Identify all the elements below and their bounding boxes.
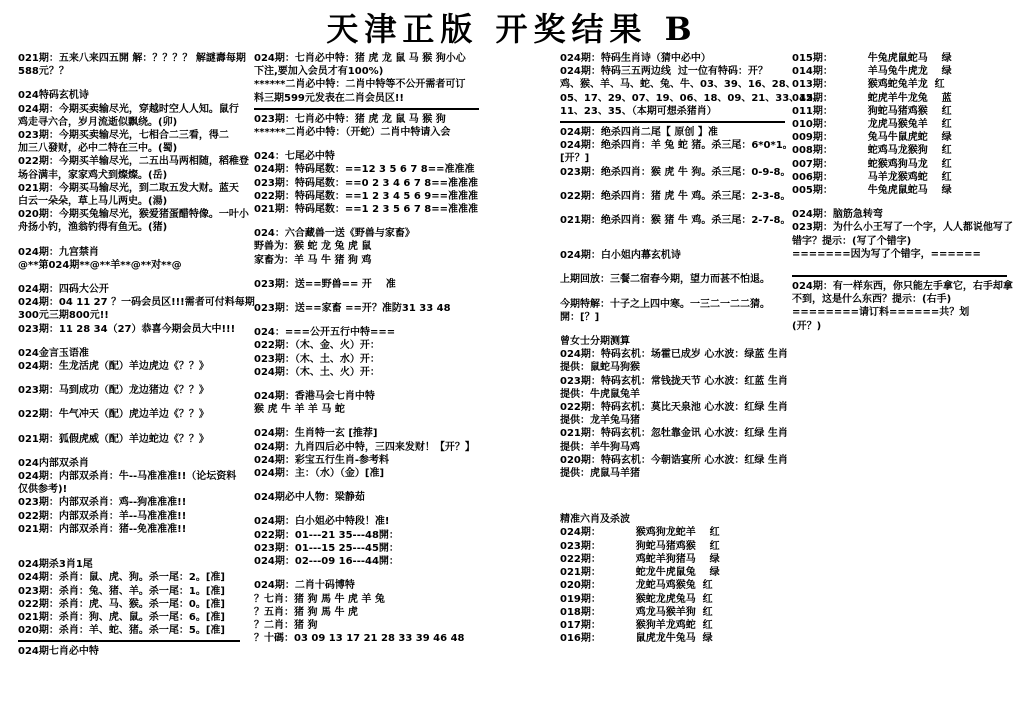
text-line: 提供：羊牛狗马鸡 — [560, 441, 640, 453]
text-line: [开？] — [560, 153, 590, 165]
spacer — [560, 238, 785, 249]
text-line: 022期：01---21 35---48開： — [254, 529, 399, 541]
text-line: 024期：特码三五两边线 过一位有特码：开？ — [560, 66, 768, 78]
text-line: 上期回放：三餐二宿春今期，望力而甚不怕退。 — [560, 274, 770, 286]
spacer — [18, 397, 240, 408]
text-line: ========请订料======共？划 — [792, 307, 970, 319]
spacer — [254, 291, 479, 302]
text-line: 007期： 蛇猴鸡狗马龙 红 — [792, 158, 952, 170]
text-line: 021期：狐假虎威（配）羊边蛇边《？？》 — [18, 433, 209, 445]
text-line: 022期：杀肖：虎、马、猴。杀一尾：0。[准] — [18, 598, 225, 610]
spacer — [560, 480, 785, 491]
spacer — [254, 216, 479, 227]
spacer — [254, 504, 479, 515]
text-line: 024期：七肖必中特：猪 虎 龙 鼠 马 猴 狗小心 — [254, 53, 466, 64]
text-line: 014期： 羊马兔牛虎龙 绿 — [792, 66, 952, 78]
text-line: 024期：二肖十码博特 — [254, 580, 355, 592]
text-line: 舟扬小钓，渔翁钓得有鱼无。(猪) — [18, 222, 168, 234]
text-line: 022期：特码尾数：==1 2 3 4 5 6 9==准准准 — [254, 190, 478, 202]
text-line: 019期： 猴蛇龙虎兔马 红 — [560, 593, 713, 605]
text-line: 023期：杀肖：兔、猪、羊。杀一尾：1。[准] — [18, 585, 225, 597]
text-line: 024：七尾必中特 — [254, 151, 335, 163]
text-line: 023期：11 28 34（27）恭喜今期会员大中!!! — [18, 323, 236, 335]
spacer — [254, 315, 479, 326]
text-line: 006期： 马羊龙猴鸡蛇 红 — [792, 171, 952, 183]
text-line: 024期：生肖特一玄 [推荐] — [254, 428, 378, 440]
text-line: 022期：特码玄机：莫比天泉池 心水波：红绿 生肖 — [560, 402, 788, 414]
text-line: 016期： 鼠虎龙牛兔马 绿 — [560, 633, 713, 645]
text-line: 300元三期800元!! — [18, 310, 109, 322]
text-line: 场谷满丰，家家鸡犬到燦燦。(岳) — [18, 169, 168, 181]
text-line: 008期： 蛇鸡马龙猴狗 红 — [792, 145, 952, 157]
text-line: ？二肖：猪 狗 — [254, 619, 318, 631]
text-line: 020期：今期买兔输尽光，猴爱猪蛋醋特像。一叶小 — [18, 209, 249, 221]
spacer — [18, 547, 240, 558]
text-line: 料三期599元发表在二肖会员区!! — [254, 92, 404, 104]
spacer — [792, 261, 1007, 272]
text-line: 023期：（木、土、水）开： — [254, 353, 380, 365]
text-line: 021期：五来八来四五開 解：？？？？ 解謎壽每期 — [18, 53, 246, 64]
text-line: 024期：02---09 16---44開： — [254, 556, 399, 568]
text-line: 023期：特码尾数：==0 2 3 4 6 7 8==准准准 — [254, 177, 478, 189]
spacer — [254, 568, 479, 579]
text-line: 曾女士分期测算 — [560, 336, 630, 348]
text-line: 野兽为：猴 蛇 龙 兔 虎 鼠 — [254, 241, 372, 253]
text-line: 024期：四码大公开 — [18, 284, 109, 296]
text-line: 018期： 鸡龙马猴羊狗 红 — [560, 606, 713, 618]
text-line: 仅供参考)! — [18, 484, 68, 496]
page-title: 天津正版 开奖结果 B — [326, 10, 698, 48]
text-line: 024期：杀肖：鼠、虎、狗。杀一尾：2。[准] — [18, 572, 225, 584]
text-line: 024期：绝杀四肖：羊 兔 蛇 猪。杀三尾：6*0*1。 — [560, 140, 793, 152]
spacer — [560, 227, 785, 238]
text-line: 022期：内部双杀肖：羊--马准准准!! — [18, 510, 187, 522]
text-line: 024期：今期买卖输尽光，穿越时空人人知。鼠行 — [18, 103, 239, 115]
spacer — [792, 197, 1007, 208]
spacer — [18, 78, 240, 89]
text-line: 024期：脑筋急转弯 — [792, 209, 883, 221]
spacer — [18, 336, 240, 347]
text-line: 022期：牛气冲天（配）虎边羊边《？？》 — [18, 409, 209, 421]
text-line: 024期：特码生肖诗（猜中必中） — [560, 53, 711, 64]
text-line: 精准六肖及杀波 — [560, 514, 630, 526]
text-line: 012期： 蛇虎羊牛龙兔 蓝 — [792, 92, 952, 104]
text-line: 021期： 蛇龙牛虎鼠兔 绿 — [560, 567, 720, 579]
text-line: 024期：彩宝五行生肖-参考料 — [254, 454, 390, 466]
text-line: 023期：马到成功（配）龙边猪边《？？》 — [18, 385, 209, 397]
text-line: 021期：特码玄机：忽牡靠金讯 心水波：红绿 生肖 — [560, 428, 788, 440]
spacer — [560, 287, 785, 298]
text-line: 024期：04 11 27 ？一码会员区!!!需者可付料每期 — [18, 297, 255, 309]
text-line: 024金言玉语准 — [18, 347, 89, 359]
text-line: 011期： 狗蛇马猪鸡猴 红 — [792, 105, 952, 117]
spacer — [560, 502, 785, 513]
text-line: 017期： 猴狗羊龙鸡蛇 红 — [560, 619, 713, 631]
separator — [254, 108, 479, 110]
text-line: 024期：有一样东西，你只能左手拿它，右手却拿 — [792, 281, 1013, 293]
separator — [560, 121, 785, 123]
text-line: 提供：虎鼠马羊猪 — [560, 468, 640, 480]
text-line: 023期： 狗蛇马猪鸡猴 红 — [560, 540, 720, 552]
text-line: ？五肖：猪 狗 馬 牛 虎 — [254, 606, 358, 618]
spacer — [560, 203, 785, 214]
text-line: 021期：特码尾数：==1 2 3 5 6 7 8==准准准 — [254, 204, 478, 216]
text-line: 024：===公开五行中特=== — [254, 327, 396, 339]
text-line: 错字？提示：(写了个错字) — [792, 235, 912, 247]
text-line: 下注,要加入会员才有100%) — [254, 66, 384, 78]
text-line: 024期：主：（水）（金）[准] — [254, 468, 385, 480]
text-line: 023期：七肖必中特：猪 虎 龙 鼠 马 猴 狗 — [254, 113, 446, 125]
text-line: 024期：绝杀四肖二尾【 原创 】准 — [560, 127, 718, 139]
spacer — [18, 272, 240, 283]
text-line: 猴 虎 牛 羊 羊 马 蛇 — [254, 404, 345, 416]
spacer — [254, 480, 479, 491]
text-line: 024期：内部双杀肖：牛--马准准准!!（论坛资料 — [18, 471, 237, 483]
text-line: 加三八發财，必中二特在三中。(蜀) — [18, 143, 178, 155]
spacer — [18, 536, 240, 547]
text-line: 022期： 鸡蛇羊狗猪马 绿 — [560, 553, 720, 565]
text-line: 024期：特码玄机：场霍已成岁 心水波：绿蓝 生肖 — [560, 349, 788, 361]
text-line: 022期：今期买羊输尽光，二五出马两相随，稻稚登 — [18, 156, 249, 168]
text-line: 024期：特码尾数：==12 3 5 6 7 8==准准准 — [254, 164, 475, 176]
text-line: ？十碼：03 09 13 17 21 28 33 39 46 48 — [254, 633, 465, 645]
separator — [18, 640, 240, 642]
text-line: 白云一朵朵，草上马儿两史。(湯) — [18, 196, 168, 208]
text-line: 010期： 龙虎马猴兔羊 红 — [792, 119, 952, 131]
text-line: ******二肖必中特：（开蛇）二肖中特请入会 — [254, 127, 451, 139]
spacer — [560, 324, 785, 335]
spacer — [254, 267, 479, 278]
text-line: 024期七肖必中特 — [18, 646, 99, 658]
text-line: 提供：龙羊兔马猪 — [560, 415, 640, 427]
text-line: 024期：白小姐内幕玄机诗 — [560, 250, 681, 262]
spacer — [560, 179, 785, 190]
text-line: 009期： 兔马牛鼠虎蛇 绿 — [792, 132, 952, 144]
column-3 — [560, 52, 824, 645]
text-line: 023期：内部双杀肖：鸡--狗准准准!! — [18, 497, 187, 509]
spacer — [18, 235, 240, 246]
text-line: 023期：01---15 25---45開： — [254, 542, 399, 554]
text-line: 023期：特码玄机：常钱拢天节 心水波：红蓝 生肖 — [560, 375, 788, 387]
text-line: 024期：（木、土、火）开： — [254, 366, 380, 378]
text-line: @**第024期**@**羊**@**对**@ — [18, 259, 182, 271]
text-line: 024期：九宫禁肖 — [18, 246, 99, 258]
text-line: 020期：特码玄机：今朝诰宴所 心水波：红绿 生肖 — [560, 454, 788, 466]
spacer — [254, 139, 479, 150]
text-line: 005期： 牛兔虎鼠蛇马 绿 — [792, 185, 952, 197]
text-line: 023期：送==家畜 ==开？准防31 33 48 — [254, 303, 451, 315]
text-line: 020期：杀肖：羊、蛇、猪。杀一尾：5。[准] — [18, 625, 225, 637]
text-line: ？七肖：猪 狗 馬 牛 虎 羊 兔 — [254, 593, 385, 605]
spacer — [254, 416, 479, 427]
text-line: 021期：内部双杀肖：猪--免准准准!! — [18, 523, 187, 535]
text-line: 020期： 龙蛇马鸡猴兔 红 — [560, 580, 713, 592]
text-line: 今期特解：十子之上四中寒。一三二一二二猜。 — [560, 298, 770, 310]
text-line: 11、23、35、（本期可想杀猪肖） — [560, 105, 717, 117]
text-line: 開：[？] — [560, 311, 600, 323]
text-line: 05、17、29、07、19、06、18、09、21、33、45、 — [560, 92, 824, 104]
spacer — [254, 379, 479, 390]
text-line: 提供：牛虎鼠兔羊 — [560, 388, 640, 400]
spacer — [18, 422, 240, 433]
text-line: =======因为写了个错字，====== — [792, 248, 981, 260]
spacer — [560, 262, 785, 273]
separator — [792, 275, 1007, 277]
spacer — [560, 491, 785, 502]
text-line: 024期：白小姐必中特段！准! — [254, 516, 390, 528]
text-line: 013期： 猴鸡蛇兔羊龙 红 — [792, 79, 945, 91]
spacer — [18, 446, 240, 457]
text-line: 021期：杀肖：狗、虎、鼠。杀一尾：6。[准] — [18, 611, 225, 623]
text-line: ******二肖必中特：二肖中特等不公开需者可订 — [254, 79, 466, 91]
text-line: 不到，这是什么东西？提示：(右手) — [792, 294, 952, 306]
text-line: 024内部双杀肖 — [18, 457, 89, 469]
spacer — [18, 373, 240, 384]
text-line: (开？) — [792, 320, 822, 332]
text-line: 023期：今期买卖输尽光，七相合二三看，得二 — [18, 130, 229, 142]
text-line: 023期：送==野兽== 开 准 — [254, 278, 396, 290]
text-line: 024期：生龙活虎（配）羊边虎边《？？》 — [18, 361, 209, 373]
text-line: 588元？？ — [18, 66, 69, 78]
text-line: 024特码玄机诗 — [18, 90, 89, 102]
text-line: 024：六合藏兽一送《野兽与家畜》 — [254, 228, 415, 240]
text-line: 023期：绝杀四肖：猴 虎 牛 狗。杀三尾：0-9-8。 — [560, 166, 791, 178]
text-line: 024期：九肖四后必中特，三四来发财！【开？】 — [254, 441, 475, 453]
text-line: 021期：今期买马输尽光，到二取五发大财。蓝天 — [18, 182, 239, 194]
text-line: 家畜为：羊 马 牛 猪 狗 鸡 — [254, 254, 372, 266]
text-line: 024期： 猴鸡狗龙蛇羊 红 — [560, 527, 720, 539]
text-line: 024期杀3肖1尾 — [18, 559, 93, 571]
text-line: 鸡走寻六合，岁月流逝似飘绕。(卯) — [18, 116, 178, 128]
text-line: 021期：绝杀四肖：猴 猪 牛 鸡。杀三尾：2-7-8。 — [560, 215, 791, 227]
text-line: 鸡、猴、羊、马、蛇、兔、牛、03、39、16、28、 — [560, 79, 796, 91]
column-4 — [792, 52, 1013, 333]
text-line: 023期：为什么小王写了一个字，人人都说他写了 — [792, 222, 1013, 234]
column-2 — [254, 52, 479, 645]
text-line: 022期：绝杀四肖：猪 虎 牛 鸡。杀三尾：2-3-8。 — [560, 190, 791, 202]
text-line: 024期必中人物：梁静茹 — [254, 492, 365, 504]
text-line: 024期：香港马会七肖中特 — [254, 391, 375, 403]
column-1 — [18, 52, 255, 659]
text-line: 提供：鼠蛇马狗猴 — [560, 362, 640, 374]
text-line: 022期：（木、金、火）开： — [254, 340, 380, 352]
text-line: 015期： 牛兔虎鼠蛇马 绿 — [792, 53, 952, 64]
